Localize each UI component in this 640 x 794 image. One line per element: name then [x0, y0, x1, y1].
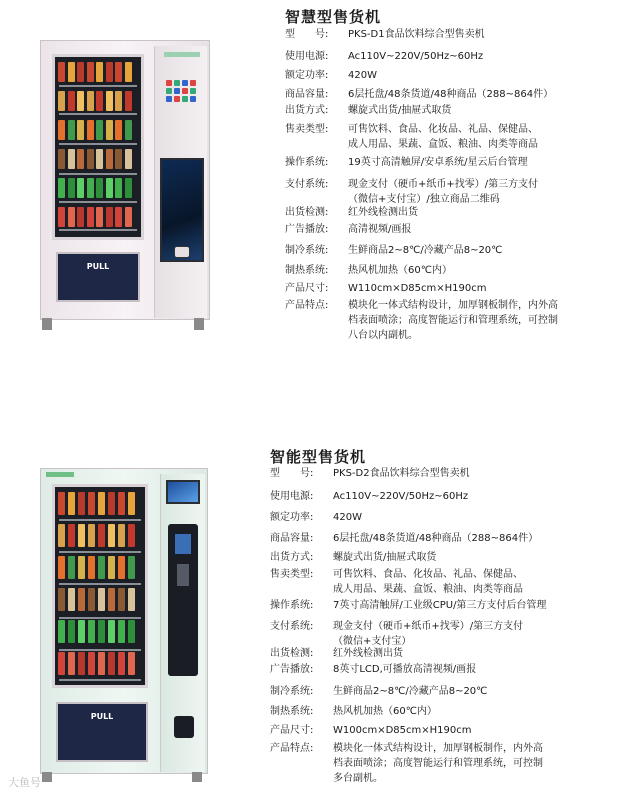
spec-row — [285, 298, 638, 343]
product-item — [77, 62, 84, 82]
spec-value: 19英寸高清触屏/安卓系统/星云后台管理 — [348, 157, 528, 168]
product-item — [98, 524, 105, 547]
product-item — [106, 207, 113, 227]
spec-value: 螺旋式出货/抽屉式取货 — [348, 105, 452, 116]
spec-label: 支付系统: — [285, 179, 329, 190]
spec-label: 出货检测: — [270, 648, 314, 659]
spec-value: 生鲜商品2~8℃/冷藏产品8~20℃ — [333, 686, 488, 697]
spec-value: 现金支付（硬币+纸币+找零）/第三方支付 （微信+支付宝）/独立商品二维码 — [348, 179, 539, 205]
product-item — [125, 149, 132, 169]
product-item — [128, 492, 135, 515]
product-item — [115, 149, 122, 169]
spec-label: 出货方式: — [270, 552, 314, 563]
spec-value: 红外线检测出货 — [333, 648, 403, 659]
product-item — [115, 62, 122, 82]
product-item — [58, 492, 65, 515]
product-item — [98, 588, 105, 611]
spec-row — [285, 243, 638, 258]
spec-value: W110cm×D85cm×H190cm — [348, 283, 487, 294]
pull-label: PULL — [90, 712, 114, 721]
product-item — [98, 652, 105, 675]
spec-row — [270, 723, 638, 738]
product-item — [88, 492, 95, 515]
spec-row — [270, 619, 638, 649]
spec-label: 广告播放: — [270, 664, 314, 675]
product-item — [128, 620, 135, 643]
product-item — [125, 178, 132, 198]
spec-row — [285, 27, 638, 42]
product-item — [108, 652, 115, 675]
spec-value: 模块化一体式结构设计，加厚钢板制作，内外高 档表面喷涂；高度智能运行和管理系统，可控制 多台副机。 — [333, 743, 543, 784]
product-item — [78, 620, 85, 643]
watermark-text: 大鱼号 — [8, 776, 41, 789]
spec-label: 商品容量: — [270, 533, 314, 544]
product-item — [77, 149, 84, 169]
spec-row — [285, 68, 638, 83]
ad-screen — [166, 480, 200, 504]
spec-row — [270, 741, 638, 786]
machine-foot-right — [194, 318, 204, 330]
product-item — [68, 149, 75, 169]
spec-label: 型 号: — [285, 29, 329, 40]
product-title-2: 智能型售货机 — [270, 448, 367, 466]
payment-slot — [174, 246, 190, 258]
product-item — [98, 620, 105, 643]
product-item — [58, 652, 65, 675]
product-item — [115, 120, 122, 140]
pull-door — [56, 702, 148, 762]
spec-value: 螺旋式出货/抽屉式取货 — [333, 552, 437, 563]
product-section-1 — [0, 0, 640, 360]
product-item — [68, 492, 75, 515]
spec-value: 6层托盘/48条货道/48种商品（288~864件） — [333, 533, 539, 544]
spec-value: W100cm×D85cm×H190cm — [333, 725, 472, 736]
vending-machine-image-2 — [40, 468, 212, 788]
product-item — [77, 178, 84, 198]
product-item — [87, 120, 94, 140]
product-item — [108, 492, 115, 515]
product-item — [128, 652, 135, 675]
product-item — [98, 492, 105, 515]
spec-label: 操作系统: — [285, 157, 329, 168]
product-item — [128, 556, 135, 579]
spec-row — [270, 646, 638, 661]
product-item — [96, 62, 103, 82]
product-item — [77, 91, 84, 111]
keypad — [177, 564, 189, 586]
spec-row — [270, 531, 638, 546]
spec-label: 产品尺寸: — [285, 283, 329, 294]
spec-row — [285, 281, 638, 296]
spec-label: 出货检测: — [285, 207, 329, 218]
product-item — [108, 556, 115, 579]
product-items-1 — [58, 58, 136, 234]
product-item — [118, 620, 125, 643]
spec-value: 可售饮料、食品、化妆品、礼品、保健品、 成人用品、果蔬、盒饭、粮油、肉类等商品 — [333, 569, 523, 595]
product-item — [88, 620, 95, 643]
product-item — [125, 91, 132, 111]
product-item — [68, 652, 75, 675]
spec-label: 型 号: — [270, 468, 314, 479]
product-section-2 — [0, 428, 640, 794]
payment-slot — [174, 716, 194, 738]
product-item — [118, 492, 125, 515]
spec-label: 产品特点: — [270, 743, 314, 754]
pull-door — [56, 252, 140, 302]
product-item — [78, 524, 85, 547]
product-item — [88, 556, 95, 579]
spec-value: 红外线检测出货 — [348, 207, 418, 218]
product-item — [106, 178, 113, 198]
product-item — [96, 149, 103, 169]
spec-row — [270, 598, 638, 613]
brand-strip — [164, 52, 200, 57]
spec-value: Ac110V~220V/50Hz~60Hz — [348, 51, 484, 62]
product-item — [58, 62, 65, 82]
product-item — [108, 620, 115, 643]
pull-label: PULL — [86, 262, 110, 271]
machine-foot-left — [42, 772, 52, 782]
spec-value: 6层托盘/48条货道/48种商品（288~864件） — [348, 89, 554, 100]
spec-row — [270, 510, 638, 525]
product-item — [96, 207, 103, 227]
product-item — [106, 149, 113, 169]
spec-value: 模块化一体式结构设计，加厚钢板制作，内外高 档表面喷涂；高度智能运行和管理系统，可控制 八台以内副机。 — [348, 300, 558, 341]
spec-row — [285, 263, 638, 278]
product-item — [58, 91, 65, 111]
spec-value: 7英寸高清触屏/工业级CPU/第三方支付后台管理 — [333, 600, 547, 611]
product-item — [68, 588, 75, 611]
product-item — [106, 62, 113, 82]
touch-screen — [175, 534, 191, 554]
spec-label: 产品尺寸: — [270, 725, 314, 736]
product-item — [115, 178, 122, 198]
product-item — [87, 91, 94, 111]
spec-value: 高清视频/画报 — [348, 224, 412, 235]
spec-label: 产品特点: — [285, 300, 329, 311]
machine-foot-left — [42, 318, 52, 330]
spec-label: 支付系统: — [270, 621, 314, 632]
product-item — [106, 91, 113, 111]
product-item — [58, 556, 65, 579]
product-items-2 — [58, 488, 142, 682]
product-item — [128, 588, 135, 611]
spec-row — [270, 567, 638, 597]
product-item — [118, 524, 125, 547]
spec-row — [285, 205, 638, 220]
spec-row — [270, 489, 638, 504]
product-item — [96, 120, 103, 140]
spec-label: 广告播放: — [285, 224, 329, 235]
product-item — [68, 524, 75, 547]
product-item — [68, 207, 75, 227]
product-item — [108, 588, 115, 611]
product-item — [58, 120, 65, 140]
selection-buttons — [166, 80, 196, 102]
product-item — [106, 120, 113, 140]
spec-row — [270, 466, 638, 481]
spec-value: 生鲜商品2~8℃/冷藏产品8~20℃ — [348, 245, 503, 256]
spec-label: 使用电源: — [270, 491, 314, 502]
product-item — [58, 178, 65, 198]
product-item — [108, 524, 115, 547]
product-item — [77, 207, 84, 227]
product-item — [58, 149, 65, 169]
product-item — [125, 62, 132, 82]
spec-value: 热风机加热（60℃内） — [348, 265, 452, 276]
spec-value: 8英寸LCD,可播放高清视频/画报 — [333, 664, 477, 675]
spec-row — [285, 103, 638, 118]
machine-foot-right — [192, 772, 202, 782]
spec-label: 使用电源: — [285, 51, 329, 62]
product-item — [118, 588, 125, 611]
spec-row — [285, 155, 638, 170]
spec-label: 售卖类型: — [285, 124, 329, 135]
spec-row — [270, 684, 638, 699]
spec-value: 热风机加热（60℃内） — [333, 706, 437, 717]
product-item — [68, 178, 75, 198]
product-item — [87, 207, 94, 227]
product-item — [78, 652, 85, 675]
product-item — [68, 91, 75, 111]
product-item — [115, 207, 122, 227]
product-item — [87, 149, 94, 169]
product-item — [128, 524, 135, 547]
product-item — [68, 120, 75, 140]
spec-label: 额定功率: — [285, 70, 329, 81]
spec-row — [270, 662, 638, 677]
product-item — [87, 178, 94, 198]
product-item — [88, 588, 95, 611]
product-item — [78, 556, 85, 579]
product-item — [96, 178, 103, 198]
spec-label: 商品容量: — [285, 89, 329, 100]
product-item — [68, 620, 75, 643]
product-item — [78, 492, 85, 515]
control-panel — [168, 524, 198, 676]
product-item — [115, 91, 122, 111]
product-item — [58, 207, 65, 227]
product-item — [68, 556, 75, 579]
product-item — [118, 652, 125, 675]
spec-label: 制冷系统: — [270, 686, 314, 697]
spec-row — [285, 222, 638, 237]
product-item — [58, 588, 65, 611]
product-item — [88, 652, 95, 675]
spec-label: 制冷系统: — [285, 245, 329, 256]
product-item — [58, 620, 65, 643]
product-item — [58, 524, 65, 547]
product-item — [96, 91, 103, 111]
product-item — [88, 524, 95, 547]
product-item — [118, 556, 125, 579]
product-item — [125, 207, 132, 227]
spec-row — [270, 704, 638, 719]
spec-label: 制热系统: — [285, 265, 329, 276]
spec-value: PKS-D2食品饮料综合型售卖机 — [333, 468, 470, 479]
spec-value: 420W — [348, 70, 377, 81]
product-title-1: 智慧型售货机 — [285, 8, 382, 26]
spec-value: PKS-D1食品饮料综合型售卖机 — [348, 29, 485, 40]
spec-label: 制热系统: — [270, 706, 314, 717]
spec-row — [285, 49, 638, 64]
product-item — [78, 588, 85, 611]
product-item — [77, 120, 84, 140]
spec-label: 出货方式: — [285, 105, 329, 116]
spec-row — [285, 87, 638, 102]
brand-strip — [46, 472, 74, 477]
spec-row — [285, 122, 638, 152]
spec-value: 现金支付（硬币+纸币+找零）/第三方支付 （微信+支付宝） — [333, 621, 524, 647]
spec-label: 操作系统: — [270, 600, 314, 611]
spec-row — [270, 550, 638, 565]
spec-value: Ac110V~220V/50Hz~60Hz — [333, 491, 469, 502]
vending-machine-image-1 — [40, 40, 212, 332]
spec-label: 售卖类型: — [270, 569, 314, 580]
product-item — [68, 62, 75, 82]
product-item — [125, 120, 132, 140]
spec-value: 420W — [333, 512, 362, 523]
product-item — [98, 556, 105, 579]
spec-row — [285, 177, 638, 207]
product-item — [87, 62, 94, 82]
spec-label: 额定功率: — [270, 512, 314, 523]
spec-value: 可售饮料、食品、化妆品、礼品、保健品、 成人用品、果蔬、盒饭、粮油、肉类等商品 — [348, 124, 538, 150]
